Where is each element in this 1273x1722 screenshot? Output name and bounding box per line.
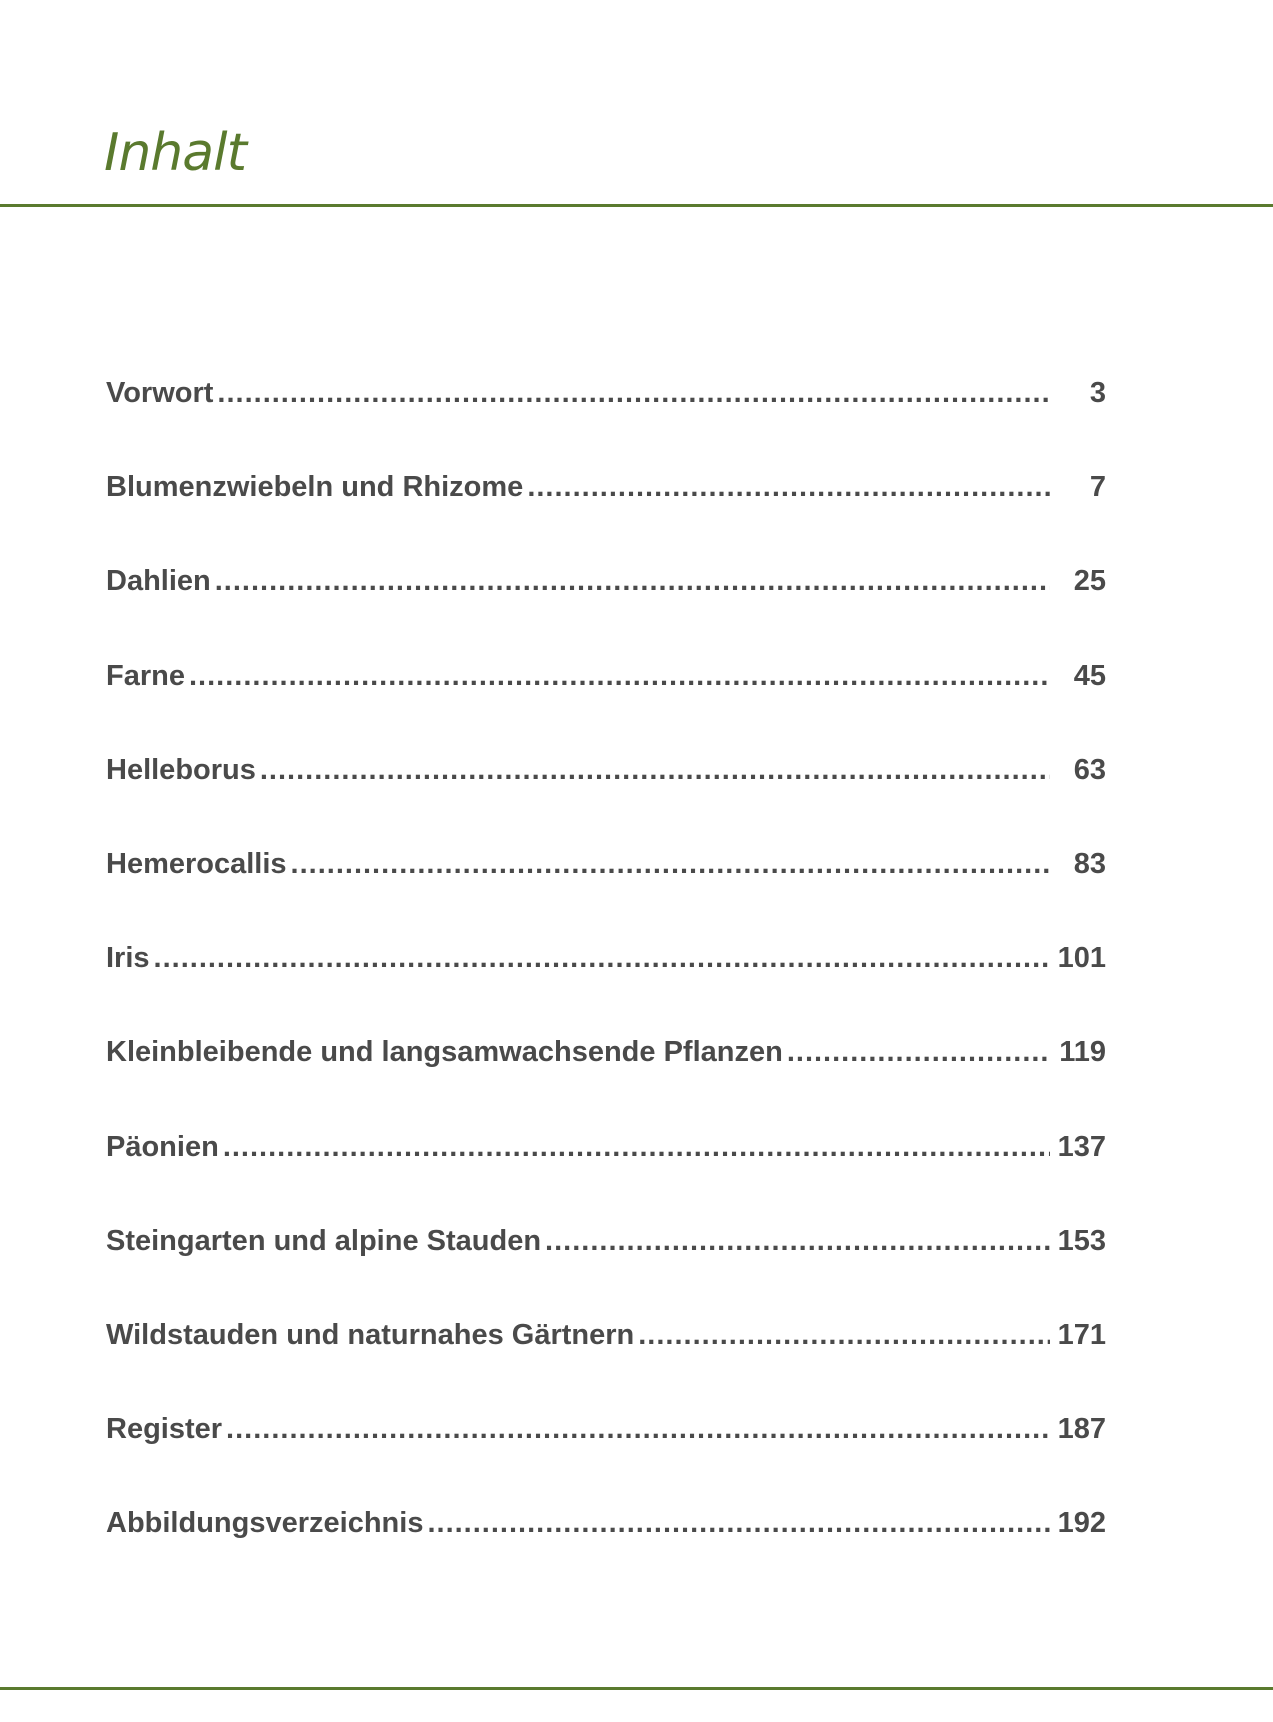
toc-entry-page-number: 25	[1073, 565, 1106, 598]
toc-dot-leader	[189, 653, 1050, 699]
toc-entry	[106, 747, 1106, 841]
toc-dot-leader	[223, 1124, 1050, 1170]
toc-entry-link[interactable]	[106, 1406, 1106, 1452]
toc-entry	[106, 935, 1106, 1029]
toc-entry-link[interactable]	[106, 1312, 1106, 1358]
toc-entry-page-number: 187	[1057, 1413, 1106, 1446]
header-divider	[0, 204, 1273, 207]
toc-entry-page-number: 83	[1073, 847, 1106, 880]
toc-dot-leader	[527, 464, 1050, 510]
toc-entry-label: Abbildungsverzeichnis	[106, 1507, 424, 1540]
toc-entry-label: Steingarten und alpine Stauden	[106, 1224, 542, 1257]
toc-entry	[106, 1218, 1106, 1312]
toc-entry-label: Dahlien	[106, 565, 211, 598]
toc-entry-page-number: 192	[1057, 1507, 1106, 1540]
toc-entry	[106, 1124, 1106, 1218]
toc-entry-label: Helleborus	[106, 753, 256, 786]
toc-dot-leader	[215, 558, 1050, 604]
toc-entry	[106, 1406, 1106, 1500]
toc-entry-link[interactable]	[106, 1500, 1106, 1546]
toc-entry-link[interactable]	[106, 1029, 1106, 1075]
toc-entry-label: Kleinbleibende und langsamwachsende Pflanzen	[106, 1036, 783, 1069]
toc-entry-link[interactable]	[106, 653, 1106, 699]
toc-entry	[106, 1312, 1106, 1406]
toc-entry-label: Päonien	[106, 1130, 219, 1163]
toc-entry	[106, 464, 1106, 558]
page-title: Inhalt	[104, 123, 246, 183]
toc-entry-page-number: 171	[1057, 1318, 1106, 1351]
toc-entry	[106, 558, 1106, 652]
footer-divider	[0, 1687, 1273, 1690]
toc-entry-page-number: 45	[1073, 659, 1106, 692]
toc-entry-label: Iris	[106, 942, 150, 975]
toc-entry-label: Farne	[106, 659, 185, 692]
toc-entry-page-number: 63	[1073, 753, 1106, 786]
toc-entry-page-number: 3	[1089, 377, 1106, 409]
toc-entry-link[interactable]	[106, 1124, 1106, 1170]
toc-entry-label: Wildstauden und naturnahes Gärtnern	[106, 1318, 635, 1351]
toc-entry-link[interactable]	[106, 1218, 1106, 1264]
toc-entry	[106, 841, 1106, 935]
toc-entry-link[interactable]	[106, 841, 1106, 887]
toc-dot-leader	[545, 1218, 1050, 1264]
toc-entry	[106, 653, 1106, 747]
toc-entry-label: Hemerocallis	[106, 847, 287, 880]
toc-dot-leader	[217, 370, 1050, 416]
toc-entry-label: Blumenzwiebeln und Rhizome	[106, 471, 524, 504]
toc-entry-link[interactable]	[106, 464, 1106, 510]
toc-dot-leader	[291, 841, 1050, 887]
toc-entry	[106, 1500, 1106, 1594]
toc-entry-page-number: 7	[1089, 471, 1106, 504]
toc-entry	[106, 1029, 1106, 1123]
toc-dot-leader	[154, 935, 1050, 981]
toc-entry-page-number: 137	[1057, 1130, 1106, 1163]
table-of-contents	[106, 370, 1106, 1594]
toc-dot-leader	[260, 747, 1050, 793]
toc-entry-page-number: 119	[1059, 1036, 1106, 1069]
toc-dot-leader	[427, 1500, 1050, 1546]
toc-entry-label: Register	[106, 1413, 223, 1446]
toc-entry-page-number: 153	[1057, 1224, 1106, 1257]
toc-entry-link[interactable]	[106, 935, 1106, 981]
toc-entry-link[interactable]	[106, 747, 1106, 793]
toc-entry-link[interactable]	[106, 370, 1106, 416]
toc-dot-leader	[226, 1406, 1050, 1452]
toc-entry-page-number: 101	[1057, 942, 1106, 975]
toc-entry-link[interactable]	[106, 558, 1106, 604]
toc-dot-leader	[787, 1029, 1050, 1075]
toc-entry	[106, 370, 1106, 464]
toc-entry-label: Vorwort	[106, 377, 214, 409]
toc-dot-leader	[638, 1312, 1050, 1358]
